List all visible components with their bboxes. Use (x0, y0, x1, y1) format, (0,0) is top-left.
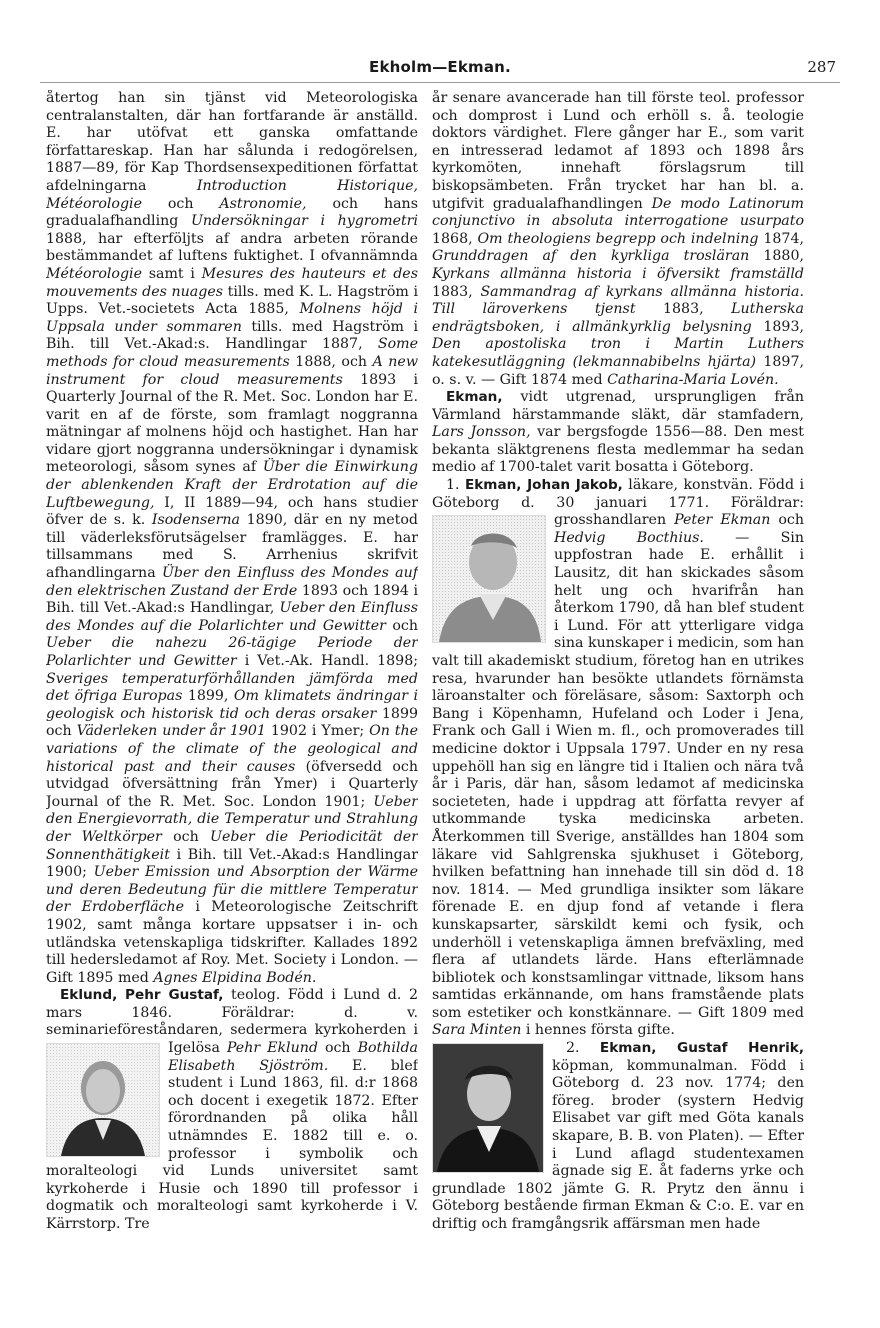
ekman-johan-jakob-entry: 1. Ekman, Johan Jakob, läkare, konstvän. Född i Göteborg d. 30 januari 1771. Föräldrar: grosshandlaren Peter Ekman och Hedvig Bocthius. — Sin uppfostran hade E. erhållit i Lausitz, dit han skickades såsom helt ung och hvarifrån han återkom 1790, då han blef student i Lund. För att ytterligare vidga sina kunskaper i medicin, som han valt till akademiskt studium, företog han en utrikes resa, hvarunder han besökte utlandets förnämsta läroanstalter och föreläsare, såsom: Saxtorph och Bang i Köpenhamn, Hufeland och Loder i Jena, Frank och Gall i Wien m. fl., och promoverades till medicine doktor i Uppsala 1797. Under en ny resa uppehöll han sig en längre tid i Italien och nära två år i Paris, där han, såsom ledamot af medicinska societeten, hade i uppdrag att författa revyer af utkommande tyska medicinska arbeten. Återkommen till Sverige, anställdes han 1804 som läkare vid Sahlgrenska sjukhuset i Göteborg, hvilken befattning han innehade till sin död d. 18 nov. 1814. — Med grundliga insikter som läkare förenade E. en djup fond af vetande i flera kunskapsarter, särskildt kemi och fysik, och underhöll i vetenskapliga ämnen brefväxling, med flera af utlandets lärde. Hans efterlämnade bibliotek och konstsamlingar vittnade, liksom hans samtidas erkännande, om hans framstående plats som estetiker och konstkännare. — Gift 1809 med Sara Minten i hennes första gifte. (432, 477, 804, 1039)
ekman-gustaf-henrik-entry: 2. Ekman, Gustaf Henrik, köpman, kommunalman. Född i Göteborg d. 23 nov. 1774; den föreg. broder (systern Hedvig Elisabet var gift med Göta kanals skapare, B. B. von Platen). — Efter i Lund aflagd studentexamen ägnade sig E. åt faderns yrke och grundlade 1802 jämte G. R. Prytz den ännu i Göteborg bestående firman Ekman & C:o. E. var en driftig och framgångsrik affärsman men hade (432, 1040, 804, 1232)
left-column (46, 90, 418, 1290)
gustaf-henrik-headword: Ekman, Gustaf Henrik, (599, 1040, 804, 1057)
header-rule (40, 82, 840, 83)
gustaf-henrik-portrait (432, 1043, 544, 1173)
eklund-portrait (46, 1043, 160, 1157)
page-number: 287 (807, 58, 836, 76)
johan-jakob-portrait (432, 515, 546, 643)
ekholm-entry-continuation: återtog han sin tjänst vid Meteorologiska centralanstalten, där han fortfarande är anställd. E. har utöfvat ett ganska omfattande författareskap. Han har sålunda i redogörelsen, 1887—89, för Kap Thordsensexpeditionen författat afdelningarna Introduction Historique, Météorologie och Astronomie, och hans gradualafhandling Undersökningar i hygrometri 1888, har efterföljts af andra arbeten rörande bestämmandet af luftens fuktighet. I ofvannämnda Météorologie samt i Mesures des hauteurs et des mouvements des nuages tills. med K. L. Hagström i Upps. Vet.-societets Acta 1885, Molnens höjd i Uppsala under sommaren tills. med Hagström i Bih. till Vet.-Akad:s. Handlingar 1887, Some methods for cloud measurements 1888, och A new instrument for cloud measurements 1893 i Quarterly Journal of the R. Met. Soc. London har E. varit en af de förste, som framlagt noggranna mätningar af molnens höjd och hastighet. Han har vidare gjort noggranna undersökningar i dynamisk meteorologi, såsom synes af Über die Einwirkung der ablenkenden Kraft der Erdrotation auf die Luftbewegung, I, II 1889—94, och hans studier öfver de s. k. Isodenserna 1890, där en ny metod till väderleksförutsägelser framlägges. E. har tillsammans med S. Arrhenius skrifvit afhandlingarna Über den Einfluss des Mondes auf den elektrischen Zustand der Erde 1893 och 1894 i Bih. till Vet.-Akad:s Handlingar, Ueber den Einfluss des Mondes auf die Polarlichter und Gewitter och Ueber die nahezu 26-tägige Periode der Polarlichter und Gewitter i Vet.-Ak. Handl. 1898; Sveriges temperaturförhållanden jämförda med det öfriga Europas 1899, Om klimatets ändringar i geologisk och historisk tid och deras orsaker 1899 och Väderleken under år 1901 1902 i Ymer; On the variations of the climate of the geological and historical past and their causes (öfversedd och utvidgad öfversättning från Ymer) i Quarterly Journal of the R. Met. Soc. London 1901; Ueber den Energievorrath, die Temperatur und Strahlung der Weltkörper och Ueber die Periodicität der Sonnenthätigkeit i Bih. till Vet.-Akad:s Handlingar 1900; Ueber Emission und Absorption der Wärme und deren Bedeutung für die mittlere Temperatur der Erdoberfläche i Meteorologische Zeitschrift 1902, samt många kortare uppsatser i in- och utländska vetenskapliga tidskrifter. Kallades 1892 till hedersledamot af Roy. Met. Society i London. — Gift 1895 med Agnes Elpidina Bodén. (46, 90, 418, 986)
johan-jakob-headword: Ekman, Johan Jakob, (464, 477, 623, 494)
right-column (432, 90, 804, 1290)
running-header (40, 58, 840, 80)
eklund-headword: Eklund, Pehr Gustaf, (60, 987, 224, 1004)
eklund-entry: Eklund, Pehr Gustaf, teolog. Född i Lund d. 2 mars 1846. Föräldrar: d. v. seminarieföreståndaren, sedermera kyrkoherden i Igelösa Pehr Eklund och Bothilda Elisabeth Sjöström. E. blef student i Lund 1863, fil. d:r 1868 och docent i exegetik 1872. Efter förordnanden på olika håll utnämndes E. 1882 till e. o. professor i symbolik och moralteologi vid Lunds universitet samt kyrkoherde i Husie och 1890 till professor i dogmatik och moralteologi samt kyrkoherde i V. Kärrstorp. Tre (46, 987, 418, 1232)
ekman-headword: Ekman, (446, 389, 503, 406)
header-title: Ekholm—Ekman. (369, 58, 511, 76)
eklund-entry-continuation: år senare avancerade han till förste teol. professor och domprost i Lund och erhöll s. å. teologie doktors värdighet. Flere gånger har E., som varit en intresserad ledamot af 1893 och 1898 års kyrkomöten, innehaft förslagsrum till biskopsämbeten. Från trycket har han bl. a. utgifvit gradualafhandlingen De modo Latinorum conjunctivo in absoluta interrogatione usurpato 1868, Om theologiens begrepp och indelning 1874, Grunddragen af den kyrkliga trosläran 1880, Kyrkans allmänna historia i öfversikt framställd 1883, Sammandrag af kyrkans allmänna historia. Till läroverkens tjenst 1883, Lutherska endrägtsboken, i allmänkyrklig belysning 1893, Den apostoliska tron i Martin Luthers katekesutläggning (lekmannabibelns hjärta) 1897, o. s. v. — Gift 1874 med Catharina-Maria Lovén. (432, 90, 804, 388)
ekman-family-entry: Ekman, vidt utgrenad, ursprungligen från Värmland härstammande släkt, där stamfadern, Lars Jonsson, var bergsfogde 1556—88. Den mest bekanta släktgrenens flesta medlemmar ha sedan medio af 1700-talet varit bosatta i Göteborg. (432, 389, 804, 476)
